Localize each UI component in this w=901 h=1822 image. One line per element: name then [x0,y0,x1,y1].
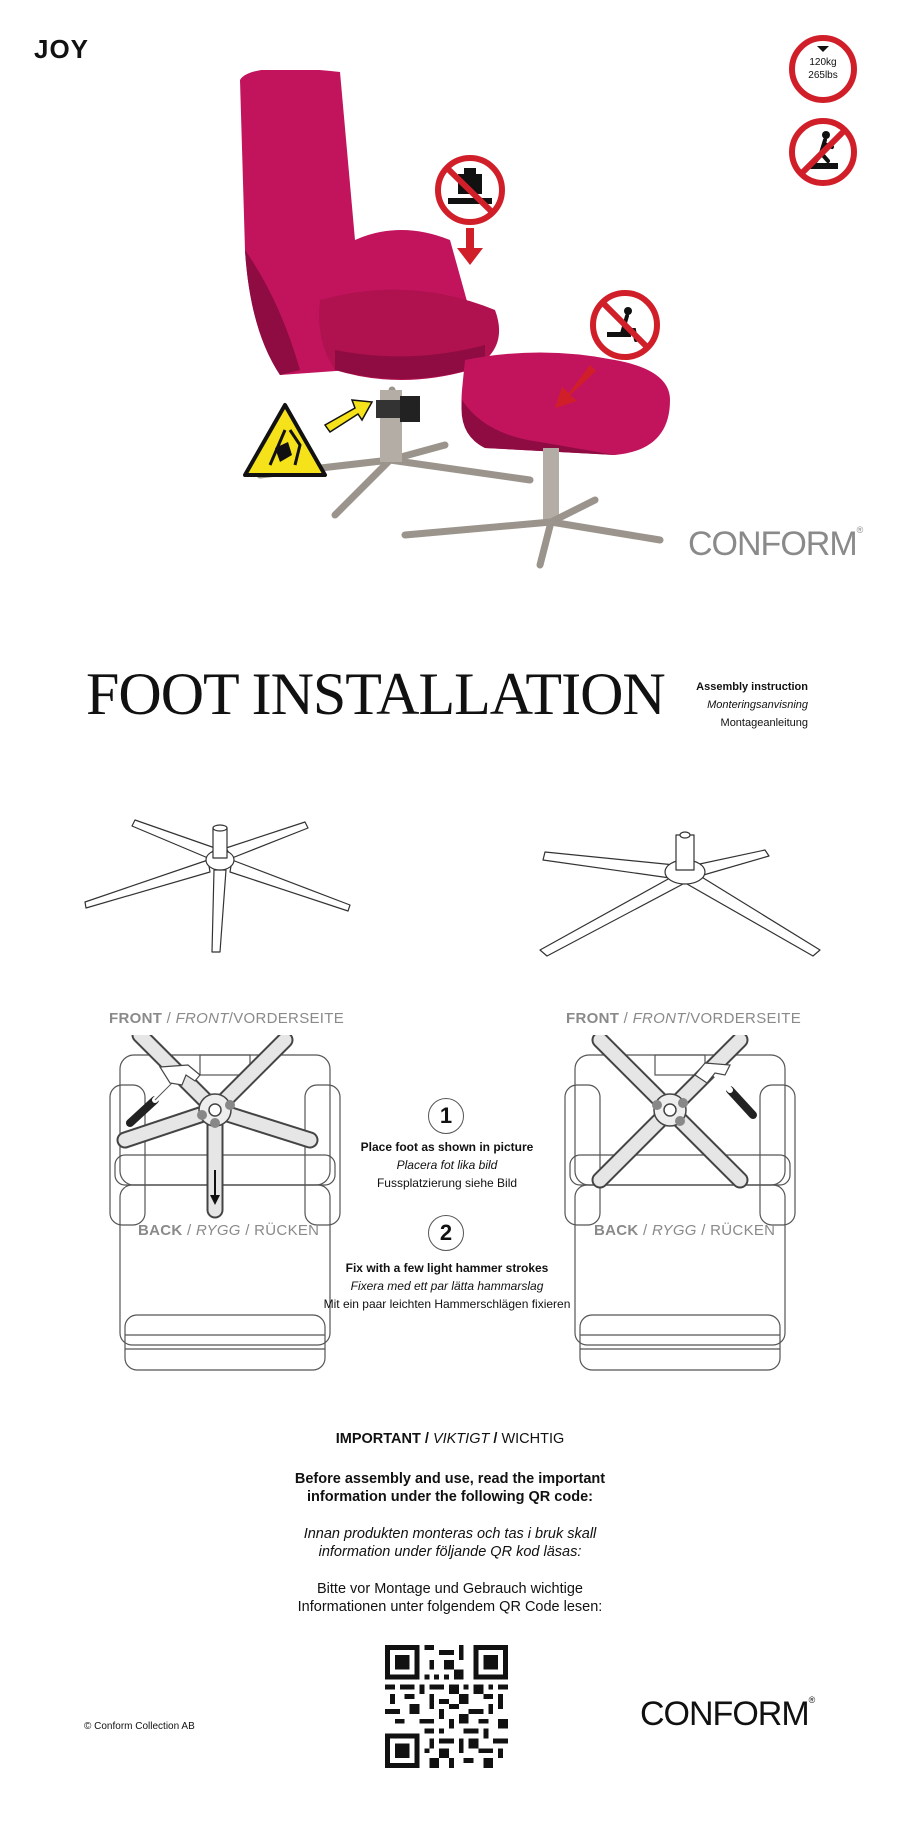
front-de: VORDERSEITE [690,1010,802,1027]
top-view-five-star-diagram [100,1035,350,1375]
front-label-right [566,1010,801,1027]
important-en-line2: information under the following QR code: [307,1489,593,1505]
important-de-line1: Bitte vor Montage und Gebrauch wichtige [317,1581,583,1597]
five-star-base-drawing [80,810,365,960]
top-view-four-star-diagram [555,1035,805,1375]
back-en: BACK [138,1222,183,1239]
back-sv: RYGG [195,1222,241,1239]
qr-code[interactable] [385,1645,508,1768]
step-2-sv: Fixera med ett par lätta hammarslag [350,1279,544,1293]
front-en: FRONT [109,1010,163,1027]
label-sep: / [685,1010,691,1027]
registered-mark: ® [856,525,863,535]
back-de: RÜCKEN [254,1222,320,1239]
brand-logo-text: CONFORM [688,525,857,563]
important-sv: VIKTIGT [432,1431,490,1447]
back-sv: RYGG [651,1222,697,1239]
ottoman-base [405,500,660,565]
important-en-line1: Before assembly and use, read the important [294,1471,606,1487]
important-de: WICHTIG [501,1431,565,1447]
product-name: JOY [34,34,90,64]
important-heading [200,1430,700,1448]
brand-logo-top [688,525,862,564]
label-sep: / [166,1010,172,1027]
no-standing-icon [788,117,858,187]
label-sep: / [245,1222,250,1239]
label-sep: / [187,1222,192,1239]
step-1-de: Fussplatzierung siehe Bild [376,1176,518,1190]
front-sv: FRONT [175,1010,229,1027]
assembly-instruction [696,678,808,732]
step-2-text [317,1259,577,1313]
assembly-sv: Monteringsanvisning [707,699,808,711]
front-sv: FRONT [632,1010,686,1027]
assembly-de: Montageanleitung [720,717,808,729]
important-sv-line2: information under följande QR kod läsas: [318,1544,582,1560]
important-de-line2: Informationen unter folgendem QR Code lesen: [297,1599,603,1615]
important-de-text [200,1580,700,1616]
label-sep: / [701,1222,706,1239]
important-sv-text [200,1525,700,1561]
front-en: FRONT [566,1010,620,1027]
assembly-en: Assembly instruction [696,681,808,693]
front-label-left [109,1010,344,1027]
step-1-text [317,1138,577,1192]
label-sep: / [228,1010,234,1027]
four-star-base-drawing [535,820,830,960]
important-sep: / [424,1431,429,1447]
brand-logo-text: CONFORM [640,1695,809,1733]
back-de: RÜCKEN [710,1222,776,1239]
page-title: FOOT INSTALLATION [86,661,665,727]
front-de: VORDERSEITE [233,1010,345,1027]
back-label-left [138,1222,319,1239]
important-en: IMPORTANT [335,1431,421,1447]
weight-limit-kg: 120kg [809,57,837,68]
weight-limit-icon [788,34,858,104]
step-2-en: Fix with a few light hammer strokes [345,1261,549,1275]
important-en-text [200,1470,700,1506]
step-1-sv: Placera fot lika bild [396,1158,498,1172]
copyright: © Conform Collection AB [84,1721,195,1732]
important-sep: / [493,1431,498,1447]
label-sep: / [643,1222,648,1239]
weight-limit-lbs: 265lbs [808,70,838,81]
back-en: BACK [594,1222,639,1239]
back-label-right [594,1222,775,1239]
step-2-number: 2 [428,1215,464,1251]
brand-logo-bottom [640,1695,814,1734]
step-1-en: Place foot as shown in picture [360,1140,534,1154]
step-1-number: 1 [428,1098,464,1134]
registered-mark: ® [808,1695,815,1705]
important-sv-line1: Innan produkten monteras och tas i bruk skall [303,1526,597,1542]
step-2-de: Mit ein paar leichten Hammerschlägen fixieren [323,1297,571,1311]
label-sep: / [623,1010,629,1027]
chair-ottoman-illustration [240,70,710,580]
